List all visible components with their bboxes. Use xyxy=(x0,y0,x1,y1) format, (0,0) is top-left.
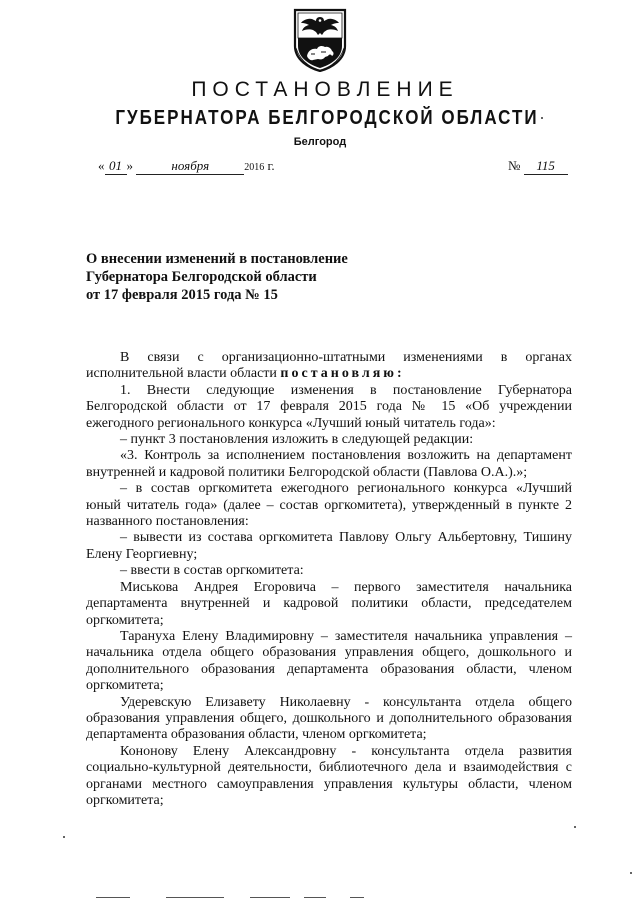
document-subject xyxy=(86,250,386,304)
issuing-authority: ГУБЕРНАТОРА БЕЛГОРОДСКОЙ ОБЛАСТИ xyxy=(115,106,539,129)
scan-edge-mark xyxy=(96,897,130,898)
body-paragraph: 1. Внести следующие изменения в постановление Губернатора Белгородской области от 17 февраля 2015 года № 15 «Об учреждении ежегодного регионального конкурса «Лучший юный читатель года»: xyxy=(86,382,572,431)
committee-member: Удеревскую Елизавету Николаевну - консультанта отдела общего образования управления общего, дошкольного и дополнительного образования департамента образования области, членом оргкомитета; xyxy=(86,694,572,743)
subject-line-2: Губернатора Белгородской области xyxy=(86,269,317,285)
city-name: Белгород xyxy=(293,136,347,148)
committee-member: Миськова Андрея Егоровича – первого заместителя начальника департамента внутренней и кадровой политики области, председателем оргкомитета; xyxy=(86,579,572,628)
date-year-suffix: г. xyxy=(267,158,275,173)
body-paragraph: – пункт 3 постановления изложить в следующей редакции: xyxy=(120,432,474,448)
preamble-paragraph xyxy=(86,350,572,383)
number-label: № xyxy=(508,158,521,173)
subject-line-3: от 17 февраля 2015 года № 15 xyxy=(86,287,278,303)
date-day: 01 xyxy=(105,158,127,175)
scan-edge-mark xyxy=(250,897,290,898)
body-paragraph: «3. Контроль за исполнением постановления возложить на департамент внутренней и кадровой политики Белгородской области (Павлова О.А.).»; xyxy=(86,448,572,480)
scan-edge-mark xyxy=(304,897,326,898)
body-paragraph: – в состав оргкомитета ежегодного регионального конкурса «Лучший юный читатель года» (далее – состав оргкомитета), утвержденный в пункте 2 названного постановления: xyxy=(86,481,572,530)
body-paragraph: – ввести в состав оргкомитета: xyxy=(120,563,304,579)
document-number xyxy=(508,158,568,175)
scan-edge-mark xyxy=(350,897,364,898)
preamble-text: В связи с организационно-штатными изменениями в органах исполнительной власти области xyxy=(86,350,572,382)
committee-member: Кононову Елену Александровну - консультанта отдела развития социально-культурной деятельности, библиотечного дела и взаимодействия с органами местного самоуправления управления культуры области, членом оргкомитета; xyxy=(86,743,572,808)
date-month: ноября xyxy=(136,158,244,175)
document-title: ПОСТАНОВЛЕНИЕ xyxy=(191,78,459,101)
date-open-quote: « xyxy=(98,158,105,173)
resolve-word: постановляю: xyxy=(280,366,405,382)
date-year: 2016 xyxy=(244,162,265,173)
subject-line-1: О внесении изменений в постановление xyxy=(86,251,348,267)
scan-edge-mark xyxy=(166,897,224,898)
document-body xyxy=(86,350,572,809)
body-paragraph: – вывести из состава оргкомитета Павлову Ольгу Альбертовну, Тишину Елену Георгиевну; xyxy=(86,530,572,562)
coat-of-arms-emblem xyxy=(291,8,349,72)
number-value: 115 xyxy=(524,158,568,175)
date-close-quote: » xyxy=(126,158,133,173)
document-date xyxy=(98,158,275,175)
committee-member: Тарануха Елену Владимировну – заместителя начальника управления – начальника отдела общего образования управления общего, дошкольного и дополнительного образования департамента образования области, членом оргкомитета; xyxy=(86,628,572,694)
